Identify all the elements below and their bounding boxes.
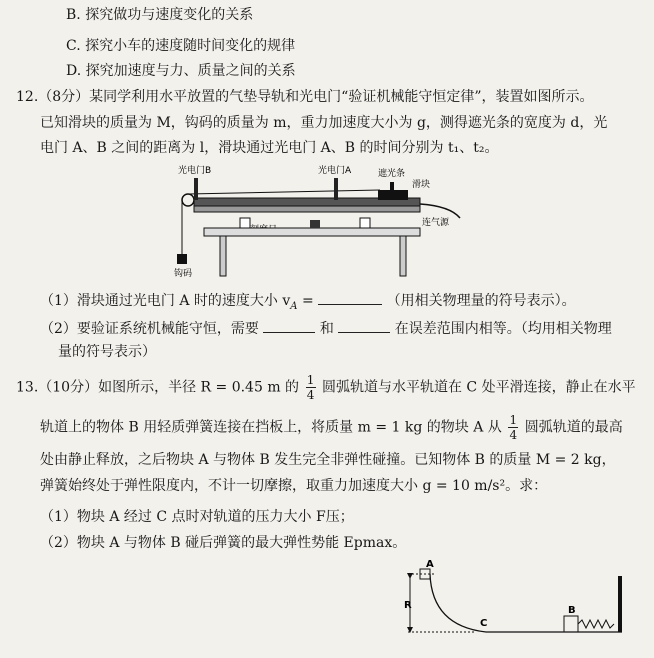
point-c-label: C xyxy=(480,618,488,629)
air-track-figure xyxy=(160,160,480,282)
slider-icon xyxy=(378,190,408,200)
quarter-fraction: $\frac{1}{4}$ xyxy=(306,373,315,402)
hook-weight-icon xyxy=(177,254,187,264)
q13-line4: 弹簧始终处于弹性限度内，不计一切摩擦，取重力加速度大小 g = 10 m/s²。求： xyxy=(40,478,548,494)
shade-icon xyxy=(390,182,394,190)
q12-sub1: （1）滑块通过光电门 A 时的速度大小 $v_A$ = （用相关物理量的符号表示）。 xyxy=(40,290,576,316)
answer-blank-1[interactable] xyxy=(263,318,315,333)
spring-icon xyxy=(578,620,614,628)
shade-label: 遮光条 xyxy=(378,169,406,179)
q12-sub2: （2）要验证系统机械能守恒，需要 和 在误差范围内相等。（均用相关物理 xyxy=(40,318,612,338)
q13-sub1: （1）物块 A 经过 C 点时对轨道的压力大小 F压； xyxy=(40,509,354,525)
q12-line3: 电门 A、B 之间的距离为 l，滑块通过光电门 A、B 的时间分别为 t₁、t₂。 xyxy=(40,140,499,156)
gate-a-icon xyxy=(334,178,338,200)
q13-line2: 轨道上的物体 B 用轻质弹簧连接在挡板上，将质量 m = 1 kg 的物块 A 从 $\frac{1}{4}$ 圆弧轨道的最高 xyxy=(40,413,623,442)
radius-label: R xyxy=(404,600,412,611)
gate-b-icon xyxy=(194,178,198,200)
q13-line3: 处由静止释放，之后物块 A 与物体 B 发生完全非弹性碰撞。已知物体 B 的质量 M = 2 kg， xyxy=(40,452,616,468)
block-a-label: A xyxy=(426,559,434,570)
q12-line2: 已知滑块的质量为 M，钩码的质量为 m，重力加速度大小为 g，测得遮光条的宽度为 d，光 xyxy=(40,115,608,131)
arc-track-figure xyxy=(396,556,632,640)
answer-blank-va[interactable] xyxy=(318,290,382,305)
q12-line1: 12.（8分）某同学利用水平放置的气垫导轨和光电门“验证机械能守恒定律”，装置如图所示。 xyxy=(16,89,594,105)
pulley-icon xyxy=(182,194,194,206)
quarter-arc-track xyxy=(430,574,486,632)
answer-blank-2[interactable] xyxy=(338,318,390,333)
option-b: B. 探究做功与速度变化的关系 xyxy=(66,7,254,23)
slider-label: 滑块 xyxy=(412,180,431,190)
quarter-fraction-2: $\frac{1}{4}$ xyxy=(509,413,518,442)
option-c: C. 探究小车的速度随时间变化的规律 xyxy=(66,38,296,54)
q12-sub2-line2: 量的符号表示） xyxy=(58,344,156,360)
gate-a-label: 光电门A xyxy=(318,166,352,176)
air-source-label: 连气源 xyxy=(422,218,450,228)
gate-b-label: 光电门B xyxy=(178,166,212,176)
hook-weight-label: 钩码 xyxy=(174,269,193,279)
baffle-icon xyxy=(618,576,622,632)
q13-line1: 13.（10分）如图所示，半径 R = 0.45 m 的 $\frac{1}{4}$ 圆弧轨道与水平轨道在 C 处平滑连接，静止在水平 xyxy=(16,373,636,402)
block-b-icon xyxy=(564,616,578,632)
block-b-label: B xyxy=(568,605,576,616)
q13-sub2: （2）物块 A 与物体 B 碰后弹簧的最大弹性势能 Epmax。 xyxy=(40,535,407,551)
option-d: D. 探究加速度与力、质量之间的关系 xyxy=(66,63,296,79)
